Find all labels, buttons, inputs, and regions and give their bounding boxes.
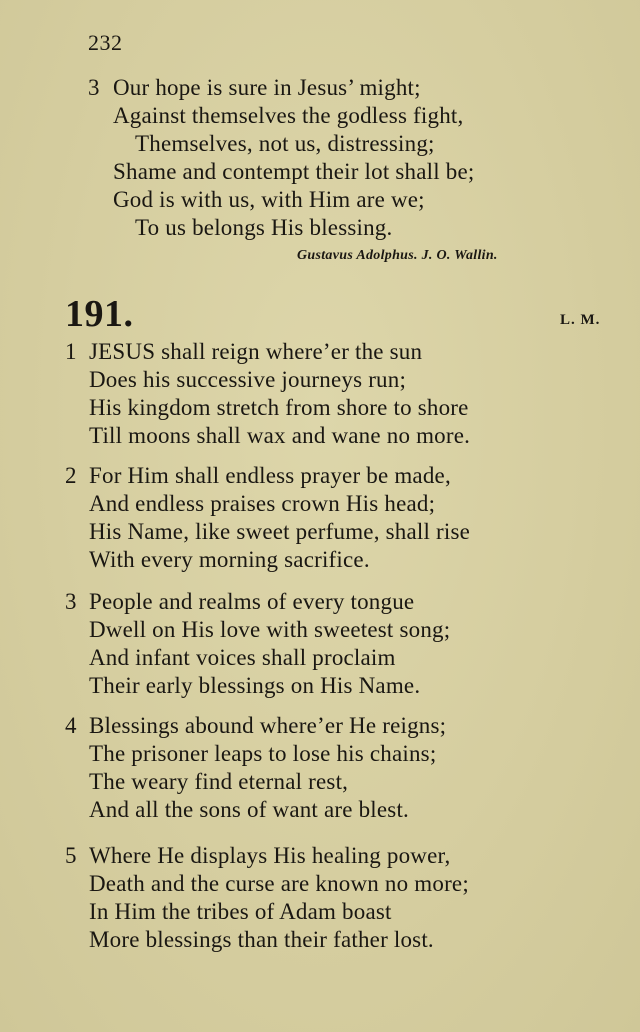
verse-line: The prisoner leaps to lose his chains; bbox=[89, 741, 437, 766]
verse-line: The weary find eternal rest, bbox=[89, 769, 349, 794]
verse-line: Does his successive journeys run; bbox=[89, 367, 407, 392]
verse-line: Till moons shall wax and wane no more. bbox=[89, 423, 471, 448]
verse-line: Blessings abound where’er He reigns; bbox=[89, 713, 447, 738]
verse-line: More blessings than their father lost. bbox=[89, 927, 434, 952]
verse-line: His kingdom stretch from shore to shore bbox=[89, 395, 469, 420]
verse-number: 1 bbox=[65, 339, 77, 364]
verse-number: 3 bbox=[65, 589, 77, 614]
hymn-meter: L. M. bbox=[560, 312, 601, 328]
verse-number: 3 bbox=[88, 75, 100, 100]
hymn-number: 191. bbox=[65, 293, 134, 335]
verse-number: 2 bbox=[65, 463, 77, 488]
verse-line: JESUS shall reign where’er the sun bbox=[89, 339, 423, 364]
verse-line: Against themselves the godless fight, bbox=[113, 103, 464, 128]
verse-line: Their early blessings on His Name. bbox=[89, 673, 421, 698]
verse-line: For Him shall endless prayer be made, bbox=[89, 463, 451, 488]
verse-line: Death and the curse are known no more; bbox=[89, 871, 469, 896]
verse-line: And endless praises crown His head; bbox=[89, 491, 436, 516]
verse-line: And infant voices shall proclaim bbox=[89, 645, 396, 670]
verse-line: And all the sons of want are blest. bbox=[89, 797, 409, 822]
verse-line: Our hope is sure in Jesus’ might; bbox=[113, 75, 421, 100]
verse-line: In Him the tribes of Adam boast bbox=[89, 899, 392, 924]
verse-number: 5 bbox=[65, 843, 77, 868]
verse-line: Shame and contempt their lot shall be; bbox=[113, 159, 475, 184]
verse-line: Dwell on His love with sweetest song; bbox=[89, 617, 451, 642]
attribution: Gustavus Adolphus. J. O. Wallin. bbox=[297, 248, 498, 263]
verse-line: His Name, like sweet perfume, shall rise bbox=[89, 519, 470, 544]
verse-number: 4 bbox=[65, 713, 77, 738]
verse-line: To us belongs His blessing. bbox=[135, 215, 393, 240]
verse-line: God is with us, with Him are we; bbox=[113, 187, 425, 212]
verse-line: People and realms of every tongue bbox=[89, 589, 415, 614]
page-number: 232 bbox=[88, 30, 123, 55]
verse-line: Where He displays His healing power, bbox=[89, 843, 451, 868]
verse-line: Themselves, not us, distressing; bbox=[135, 131, 435, 156]
verse-line: With every morning sacrifice. bbox=[89, 547, 370, 572]
